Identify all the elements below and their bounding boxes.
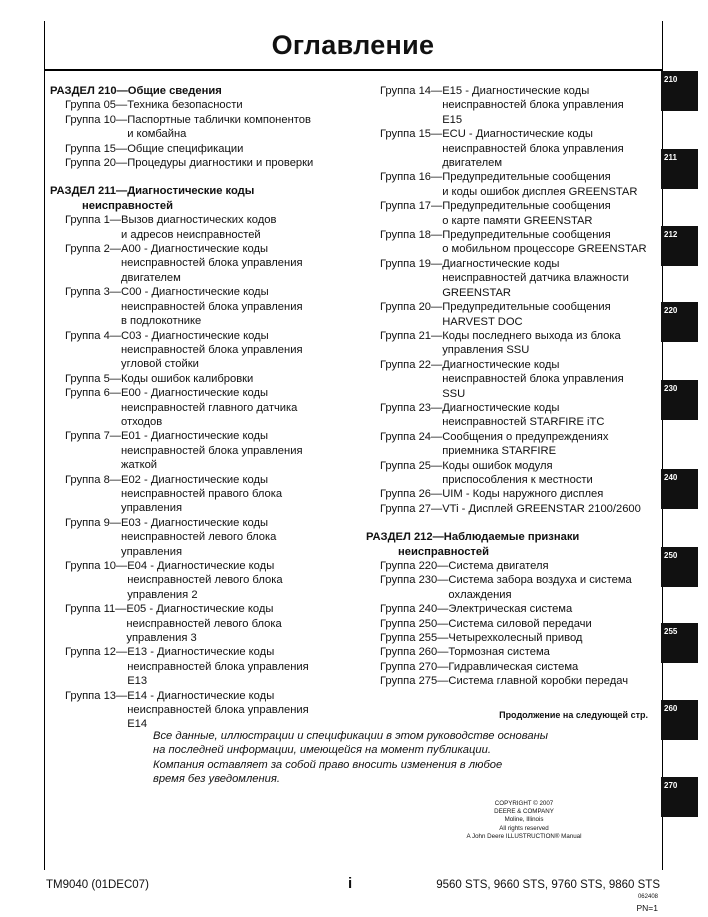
section-tab-260[interactable]: 260: [661, 700, 698, 740]
toc-entry-line: Е02 - Диагностические коды: [120, 473, 269, 486]
toc-entry[interactable]: [50, 329, 370, 372]
toc-entry-group: Группа 24—: [380, 430, 443, 443]
toc-entry-line: Вызов диагностических кодов: [120, 214, 277, 227]
toc-entry[interactable]: [366, 170, 658, 199]
toc-entry[interactable]: [366, 127, 658, 170]
toc-entry-line: неисправностей блока управления: [127, 704, 309, 717]
toc-entry-line: неисправностей главного датчика: [120, 401, 298, 414]
toc-entry[interactable]: [366, 401, 658, 430]
toc-entry-title: [127, 98, 242, 112]
toc-entry-title: [121, 386, 297, 429]
toc-entry-group: Группа 5—: [65, 372, 121, 385]
toc-entry-line: Е01 - Диагностические коды: [120, 430, 269, 443]
manual-id: TM9040 (01DEC07): [46, 879, 149, 891]
toc-entry-title: [127, 559, 282, 602]
toc-entry-group: Группа 25—: [380, 459, 443, 472]
toc-entry-line: Е13 - Диагностические коды: [127, 646, 275, 659]
toc-entry-line: отходов: [120, 415, 163, 428]
toc-entry-group: Группа 220—: [380, 560, 449, 572]
toc-entry-group: Группа 10—: [65, 113, 128, 126]
toc-entry-line: Электрическая система: [448, 603, 573, 616]
toc-entry-title: [448, 645, 549, 659]
toc-entry-group: Группа 255—: [380, 632, 449, 645]
toc-entry[interactable]: [366, 257, 658, 300]
toc-entry-group: Группа 250—: [380, 617, 449, 630]
toc-entry-line: управления: [120, 545, 183, 558]
toc-entry[interactable]: [366, 459, 658, 488]
toc-entry[interactable]: [50, 386, 370, 429]
section-tab-255[interactable]: 255: [661, 623, 698, 663]
toc-entry-group: Группа 7—: [65, 430, 121, 443]
section-gap: [50, 170, 370, 184]
toc-entry-group: Группа 9—: [65, 516, 121, 529]
date-code: 062408: [637, 894, 658, 900]
section-tab-230[interactable]: 230: [661, 380, 698, 420]
toc-entry-title: [442, 329, 621, 358]
toc-entry-title: [448, 617, 591, 631]
toc-entry-group: Группа 4—: [65, 329, 121, 342]
copyright-block: [430, 800, 618, 841]
toc-entry[interactable]: [50, 98, 370, 112]
toc-entry-group: Группа 05—: [65, 99, 128, 112]
toc-entry[interactable]: [366, 502, 658, 516]
toc-entry-title: [448, 559, 548, 573]
toc-entry-line: Диагностические коды: [442, 257, 560, 270]
toc-entry[interactable]: [50, 602, 370, 645]
toc-entry-line: в подлокотнике: [120, 315, 202, 328]
toc-entry-title: [121, 242, 303, 285]
toc-entry-group: Группа 15—: [380, 128, 443, 141]
toc-entry-title: [448, 674, 628, 688]
toc-entry-group: Группа 14—: [380, 85, 443, 97]
toc-entry-line: Гидравлическая система: [448, 660, 579, 673]
toc-entry[interactable]: [50, 429, 370, 472]
toc-entry-line: и адресов неисправностей: [120, 228, 261, 241]
toc-entry-title: [442, 401, 604, 430]
toc-entry-line: HARVEST DOC: [442, 315, 523, 328]
toc-entry-line: С03 - Диагностические коды: [120, 329, 269, 342]
toc-entry[interactable]: [366, 631, 658, 645]
toc-entry-title: [121, 372, 253, 386]
toc-entry-group: Группа 22—: [380, 358, 443, 371]
toc-entry-line: неисправностей правого блока: [120, 487, 283, 500]
toc-entry-line: двигателем: [120, 271, 181, 284]
toc-entry-title: [448, 602, 572, 616]
toc-entry[interactable]: [366, 660, 658, 674]
page-title: Оглавление: [271, 30, 435, 60]
toc-entry[interactable]: [366, 559, 658, 573]
toc-entry-group: Группа 15—: [65, 142, 128, 155]
toc-entry-line: А00 - Диагностические коды: [120, 243, 269, 256]
toc-entry[interactable]: [50, 473, 370, 516]
section-heading: [366, 530, 658, 559]
section-heading-text: неисправностей: [398, 545, 490, 558]
toc-entry-group: Группа 26—: [380, 488, 443, 501]
toc-entry-line: и комбайна: [127, 128, 187, 141]
toc-entry-title: [127, 113, 311, 142]
section-tab-211[interactable]: 211: [661, 149, 698, 189]
toc-entry-group: Группа 3—: [65, 286, 121, 299]
toc-entry-group: Группа 18—: [380, 229, 443, 242]
toc-entry-group: Группа 20—: [65, 157, 128, 170]
copyright-line: A John Deere ILLUSTRUCTION® Manual: [466, 832, 582, 840]
toc-entry-line: SSU: [442, 387, 466, 400]
toc-entry-line: Коды ошибок модуля: [442, 459, 553, 472]
toc-entry-title: [448, 573, 631, 602]
toc-entry-group: Группа 23—: [380, 401, 443, 414]
toc-entry-group: Группа 10—: [65, 560, 128, 572]
toc-entry[interactable]: [366, 617, 658, 631]
toc-entry-line: неисправностей блока управления: [127, 660, 309, 673]
toc-entry-line: управления 2: [127, 588, 198, 601]
toc-entry-title: [127, 645, 309, 688]
toc-entry-title: [448, 660, 578, 674]
toc-entry-group: Группа 11—: [65, 603, 127, 616]
toc-entry-title: [442, 358, 624, 401]
toc-entry-group: Группа 19—: [380, 257, 443, 270]
toc-entry-line: Предупредительные сообщения: [442, 200, 611, 213]
toc-entry[interactable]: [50, 113, 370, 142]
toc-entry-group: Группа 8—: [65, 473, 121, 486]
toc-entry-line: Тормозная система: [448, 646, 550, 659]
toc-entry-line: жаткой: [120, 459, 158, 472]
toc-entry-title: [126, 602, 281, 645]
toc-entry-title: [442, 459, 593, 488]
section-gap: [366, 516, 658, 530]
toc-entry-line: Коды ошибок калибровки: [120, 372, 254, 385]
toc-entry-line: Е14: [127, 718, 148, 731]
toc-entry-line: Система главной коробки передач: [448, 675, 629, 688]
toc-entry-title: [121, 213, 276, 242]
toc-entry[interactable]: [50, 559, 370, 602]
copyright-line: All rights reserved: [499, 824, 549, 832]
toc-entry-group: Группа 270—: [380, 660, 449, 673]
toc-entry-group: Группа 12—: [65, 646, 128, 659]
toc-entry-title: [121, 285, 303, 328]
toc-entry[interactable]: [366, 430, 658, 459]
toc-entry[interactable]: [50, 242, 370, 285]
toc-entry-line: Общие спецификации: [127, 142, 244, 155]
disclaimer-notice: [153, 729, 573, 787]
toc-entry-title: [121, 516, 276, 559]
toc-entry[interactable]: [366, 84, 658, 127]
toc-entry-line: Сообщения о предупреждениях: [442, 430, 609, 443]
section-tab-220[interactable]: 220: [661, 302, 698, 342]
toc-entry-line: Е14 - Диагностические коды: [127, 689, 275, 702]
toc-entry-line: GREENSTAR: [442, 286, 511, 299]
toc-entry-line: Процедуры диагностики и проверки: [127, 157, 314, 170]
notice-line: Все данные, иллюстрации и спецификации в этом руководстве основаны: [153, 730, 548, 742]
toc-entry[interactable]: [366, 199, 658, 228]
toc-entry-line: о карте памяти GREENSTAR: [442, 214, 593, 227]
toc-entry[interactable]: [50, 156, 370, 170]
section-tab-210[interactable]: 210: [661, 71, 698, 111]
toc-entry[interactable]: [366, 358, 658, 401]
toc-entry-line: UIM - Коды наружного дисплея: [442, 488, 604, 501]
toc-entry[interactable]: [50, 372, 370, 386]
section-heading-text: РАЗДЕЛ 210—Общие сведения: [50, 85, 222, 97]
section-heading-text: РАЗДЕЛ 212—Наблюдаемые признаки: [366, 531, 580, 544]
toc-entry-line: о мобильном процессоре GREENSTAR: [442, 243, 647, 256]
section-heading-text: неисправностей: [82, 199, 174, 212]
toc-entry-title: [442, 228, 646, 257]
copyright-line: COPYRIGHT © 2007: [494, 800, 554, 807]
toc-entry-group: Группа 2—: [65, 243, 121, 256]
toc-entry-line: неисправностей STARFIRE iTC: [442, 416, 605, 429]
section-tab-250[interactable]: 250: [661, 547, 698, 587]
toc-entry-line: неисправностей блока управления: [120, 300, 303, 313]
toc-entry-title: [442, 502, 641, 516]
toc-entry-line: неисправностей блока управления: [120, 343, 303, 356]
toc-entry-line: Е03 - Диагностические коды: [120, 516, 269, 529]
toc-entry-line: С00 - Диагностические коды: [120, 286, 269, 299]
toc-entry[interactable]: [50, 285, 370, 328]
toc-entry-line: неисправностей блока управления: [442, 99, 624, 112]
model-list: 9560 STS, 9660 STS, 9760 STS, 9860 STS: [436, 879, 660, 891]
title-rule: [44, 69, 662, 71]
notice-line: на последней информации, имеющейся на момент публикации.: [153, 744, 491, 757]
toc-entry-line: Е04 - Диагностические коды: [127, 560, 275, 572]
toc-entry-line: Предупредительные сообщения: [442, 171, 611, 184]
toc-entry[interactable]: [50, 645, 370, 688]
section-tab-212[interactable]: 212: [661, 226, 698, 266]
toc-entry-line: Е00 - Диагностические коды: [120, 387, 269, 400]
toc-entry[interactable]: [50, 213, 370, 242]
toc-entry-group: Группа 27—: [380, 502, 443, 515]
toc-entry-line: Е15 - Диагностические коды: [442, 85, 590, 97]
copyright-line: Moline, Illinois: [504, 816, 544, 824]
toc-entry-line: Четырехколесный привод: [448, 632, 583, 645]
toc-entry[interactable]: [50, 689, 370, 732]
toc-entry-line: Система двигателя: [448, 560, 549, 572]
toc-entry-line: Диагностические коды: [442, 401, 560, 414]
toc-entry-title: [127, 689, 309, 732]
toc-entry-title: [442, 487, 603, 501]
toc-entry-line: VTi - Дисплей GREENSTAR 2100/2600: [442, 502, 641, 515]
toc-entry-group: Группа 240—: [380, 603, 449, 616]
notice-line: Компания оставляет за собой право вносить изменения в любое: [153, 758, 503, 771]
toc-entry-title: [442, 430, 608, 459]
section-heading: [50, 184, 370, 213]
toc-entry-line: Предупредительные сообщения: [442, 229, 611, 242]
toc-entry[interactable]: [366, 573, 658, 602]
section-tab-270[interactable]: 270: [661, 777, 698, 817]
toc-entry-line: охлаждения: [448, 588, 512, 601]
toc-entry-line: Коды последнего выхода из блока: [442, 329, 621, 342]
toc-entry-line: неисправностей левого блока: [126, 617, 282, 630]
pn-number: PN=1: [636, 903, 658, 913]
toc-entry-line: неисправностей левого блока: [120, 531, 277, 544]
toc-entry-group: Группа 16—: [380, 171, 443, 184]
section-tab-240[interactable]: 240: [661, 469, 698, 509]
notice-line: время без уведомления.: [153, 773, 280, 786]
toc-entry-line: ECU - Диагностические коды: [442, 128, 593, 141]
toc-entry[interactable]: [366, 602, 658, 616]
toc-entry-line: неисправностей левого блока: [127, 574, 283, 587]
toc-entry-title: [121, 329, 303, 372]
toc-entry-line: управления SSU: [442, 344, 530, 357]
toc-entry-title: [442, 127, 624, 170]
toc-entry[interactable]: [50, 516, 370, 559]
toc-entry-title: [442, 300, 611, 329]
toc-entry-group: Группа 6—: [65, 387, 121, 400]
toc-entry-line: приспособления к местности: [442, 473, 593, 486]
section-heading: [50, 84, 370, 98]
toc-entry-line: приемника STARFIRE: [442, 445, 557, 458]
toc-entry[interactable]: [366, 228, 658, 257]
toc-entry-line: Диагностические коды: [442, 358, 560, 371]
toc-entry-title: [121, 473, 282, 516]
toc-entry-title: [127, 156, 313, 170]
section-heading-text: РАЗДЕЛ 211—Диагностические коды: [50, 185, 255, 198]
toc-entry-group: Группа 20—: [380, 301, 443, 314]
page-number: i: [348, 875, 353, 892]
toc-entry[interactable]: [366, 329, 658, 358]
toc-entry[interactable]: [366, 300, 658, 329]
toc-entry-group: Группа 1—: [65, 214, 121, 227]
toc-entry[interactable]: [366, 674, 658, 688]
toc-entry-line: неисправностей блока управления: [120, 257, 303, 270]
copyright-line: DEERE & COMPANY: [494, 808, 554, 816]
toc-entry-line: Система силовой передачи: [448, 617, 592, 630]
toc-entry-group: Группа 260—: [380, 646, 449, 659]
toc-entry-title: [121, 429, 303, 472]
toc-entry-title: [442, 84, 624, 127]
toc-entry-line: управления: [120, 502, 183, 515]
toc-entry[interactable]: [366, 487, 658, 501]
toc-entry-group: Группа 17—: [380, 200, 443, 213]
toc-entry-group: Группа 13—: [65, 689, 128, 702]
toc-entry-line: неисправностей блока управления: [120, 444, 303, 457]
toc-entry-line: неисправностей блока управления: [442, 373, 624, 386]
toc-entry-line: Предупредительные сообщения: [442, 301, 611, 314]
toc-entry-line: Е13: [127, 675, 148, 688]
toc-entry-line: угловой стойки: [120, 358, 199, 371]
toc-entry-line: Паспортные таблички компонентов: [127, 113, 311, 126]
toc-entry-title: [442, 257, 629, 300]
toc-entry-line: Система забора воздуха и система: [448, 574, 632, 587]
continued-note: Продолжение на следующей стр.: [499, 710, 648, 720]
toc-entry-line: Е15: [442, 113, 463, 126]
toc-entry-line: Е05 - Диагностические коды: [126, 603, 274, 616]
toc-entry-group: Группа 21—: [380, 329, 443, 342]
toc-entry-line: неисправностей блока управления: [442, 142, 624, 155]
toc-entry-group: Группа 230—: [380, 574, 449, 587]
toc-entry-line: двигателем: [442, 157, 503, 170]
toc-right-column: [366, 84, 658, 689]
toc-entry-title: [442, 170, 637, 199]
toc-entry-group: Группа 275—: [380, 675, 449, 688]
toc-entry-line: Техника безопасности: [127, 99, 243, 112]
toc-entry[interactable]: [366, 645, 658, 659]
toc-left-column: [50, 84, 370, 732]
toc-entry-line: управления 3: [126, 632, 197, 645]
toc-entry-line: и коды ошибок дисплея GREENSTAR: [442, 185, 638, 198]
toc-entry-title: [448, 631, 582, 645]
toc-entry-line: неисправностей датчика влажности: [442, 272, 629, 285]
toc-entry[interactable]: [50, 142, 370, 156]
toc-entry-title: [127, 142, 243, 156]
toc-entry-title: [442, 199, 611, 228]
